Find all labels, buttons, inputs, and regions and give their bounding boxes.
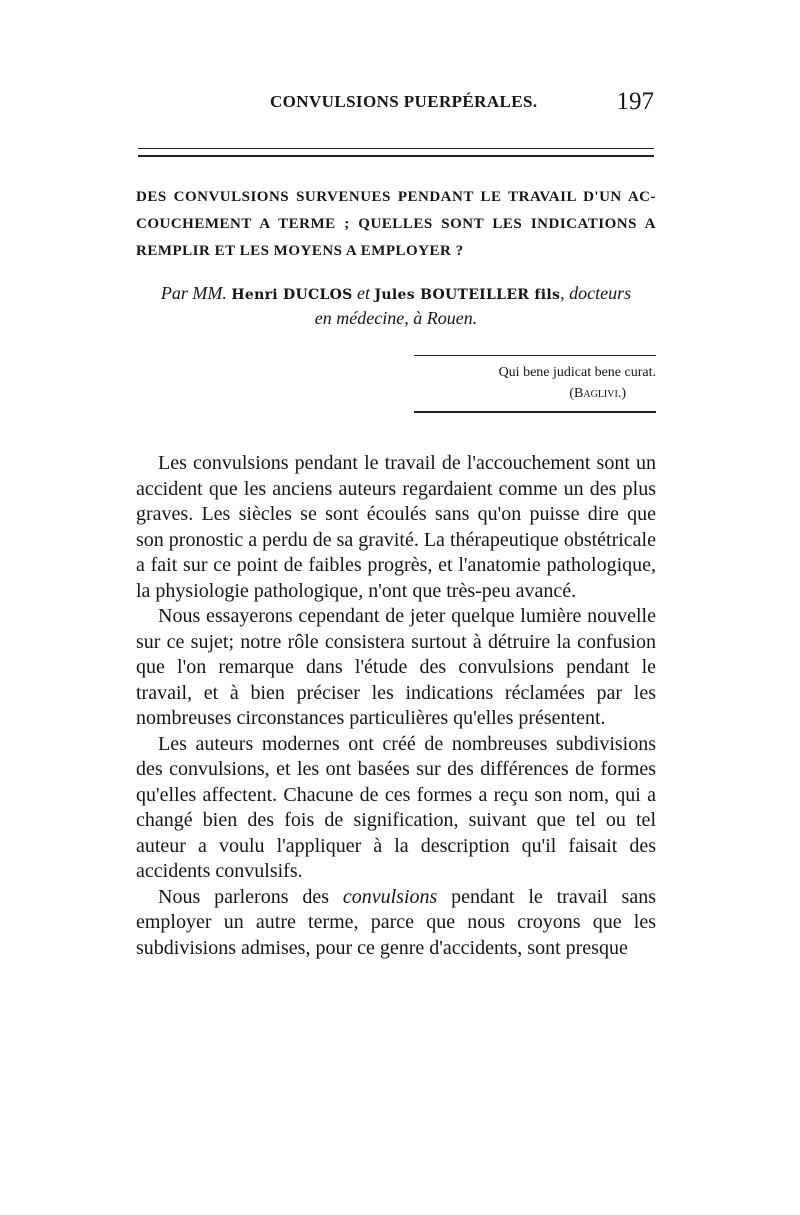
paragraph <box>136 885 656 962</box>
byline-connector: et <box>352 283 375 303</box>
epigraph-source-close: .) <box>617 386 626 401</box>
epigraph <box>414 355 656 413</box>
author1-last-name: DUCLOS <box>283 287 353 303</box>
author1-first-name: Henri <box>231 287 284 303</box>
paragraph: Les convulsions pendant le travail de l'accouchement sont un accident que les anciens auteurs regardaient comme un des plus graves. Les siècles se sont écoulés sans qu'on puisse dire que son pronostic a perdu de sa gravité. La thérapeutique obstétricale a fait sur ce point de faibles progrès, et l'anatomie pathologique, la physiologie pathologique, n'ont que très-peu avancé. <box>136 452 656 602</box>
epigraph-quote: Qui bene judicat bene curat. <box>498 365 656 380</box>
page-number: 197 <box>616 88 654 115</box>
book-page <box>136 88 656 959</box>
author2-last-name: BOUTEILLER fils <box>420 287 561 303</box>
running-title: CONVULSIONS PUERPÉRALES. <box>270 92 538 111</box>
epigraph-bottom-rule <box>414 411 656 413</box>
emphasized-term: convulsions <box>342 885 438 908</box>
article-title <box>136 184 656 265</box>
running-head <box>136 88 656 128</box>
article-body <box>136 451 656 961</box>
author2-first-name: Jules <box>374 287 421 303</box>
byline <box>136 282 656 330</box>
byline-prefix: Par MM. <box>160 283 232 303</box>
paragraph: Les auteurs modernes ont créé de nombreuses subdivisions des convulsions, et les ont basées sur des différences de formes qu'elles affectent. Chacune de ces formes a reçu son nom, qui a changé bien des fois de signification, suivant que tel ou tel auteur a voulu l'appliquer à la description qu'il faisait des accidents convulsifs. <box>136 732 656 882</box>
article-title-line: REMPLIR ET LES MOYENS A EMPLOYER ? <box>136 243 464 259</box>
paragraph: Nous essayerons cependant de jeter quelque lumière nouvelle sur ce sujet; notre rôle consistera surtout à détruire la confusion que l'on remarque dans l'étude des convulsions pendant le travail, et à bien préciser les indications réclamées par les nombreuses circonstances particulières qu'elles présentent. <box>136 605 656 729</box>
epigraph-source-open: ( <box>569 386 575 401</box>
epigraph-top-rule <box>414 355 656 356</box>
header-double-rule <box>138 148 654 157</box>
paragraph-text: pendant le travail sans employer un autre terme, parce que nous croyons que les subdivisions admises, pour ce genre d'accidents, sont presque <box>136 885 656 959</box>
byline-suffix: , docteurs <box>560 283 632 303</box>
article-title-line: DES CONVULSIONS SURVENUES PENDANT LE TRAVAIL D'UN AC- <box>136 189 656 205</box>
paragraph-text: Nous parlerons des <box>158 885 343 908</box>
epigraph-source <box>414 383 656 404</box>
epigraph-source-name: Baglivi <box>574 386 618 401</box>
article-title-line: COUCHEMENT A TERME ; QUELLES SONT LES INDICATIONS A <box>136 216 656 232</box>
byline-affiliation: en médecine, à Rouen. <box>314 308 478 328</box>
